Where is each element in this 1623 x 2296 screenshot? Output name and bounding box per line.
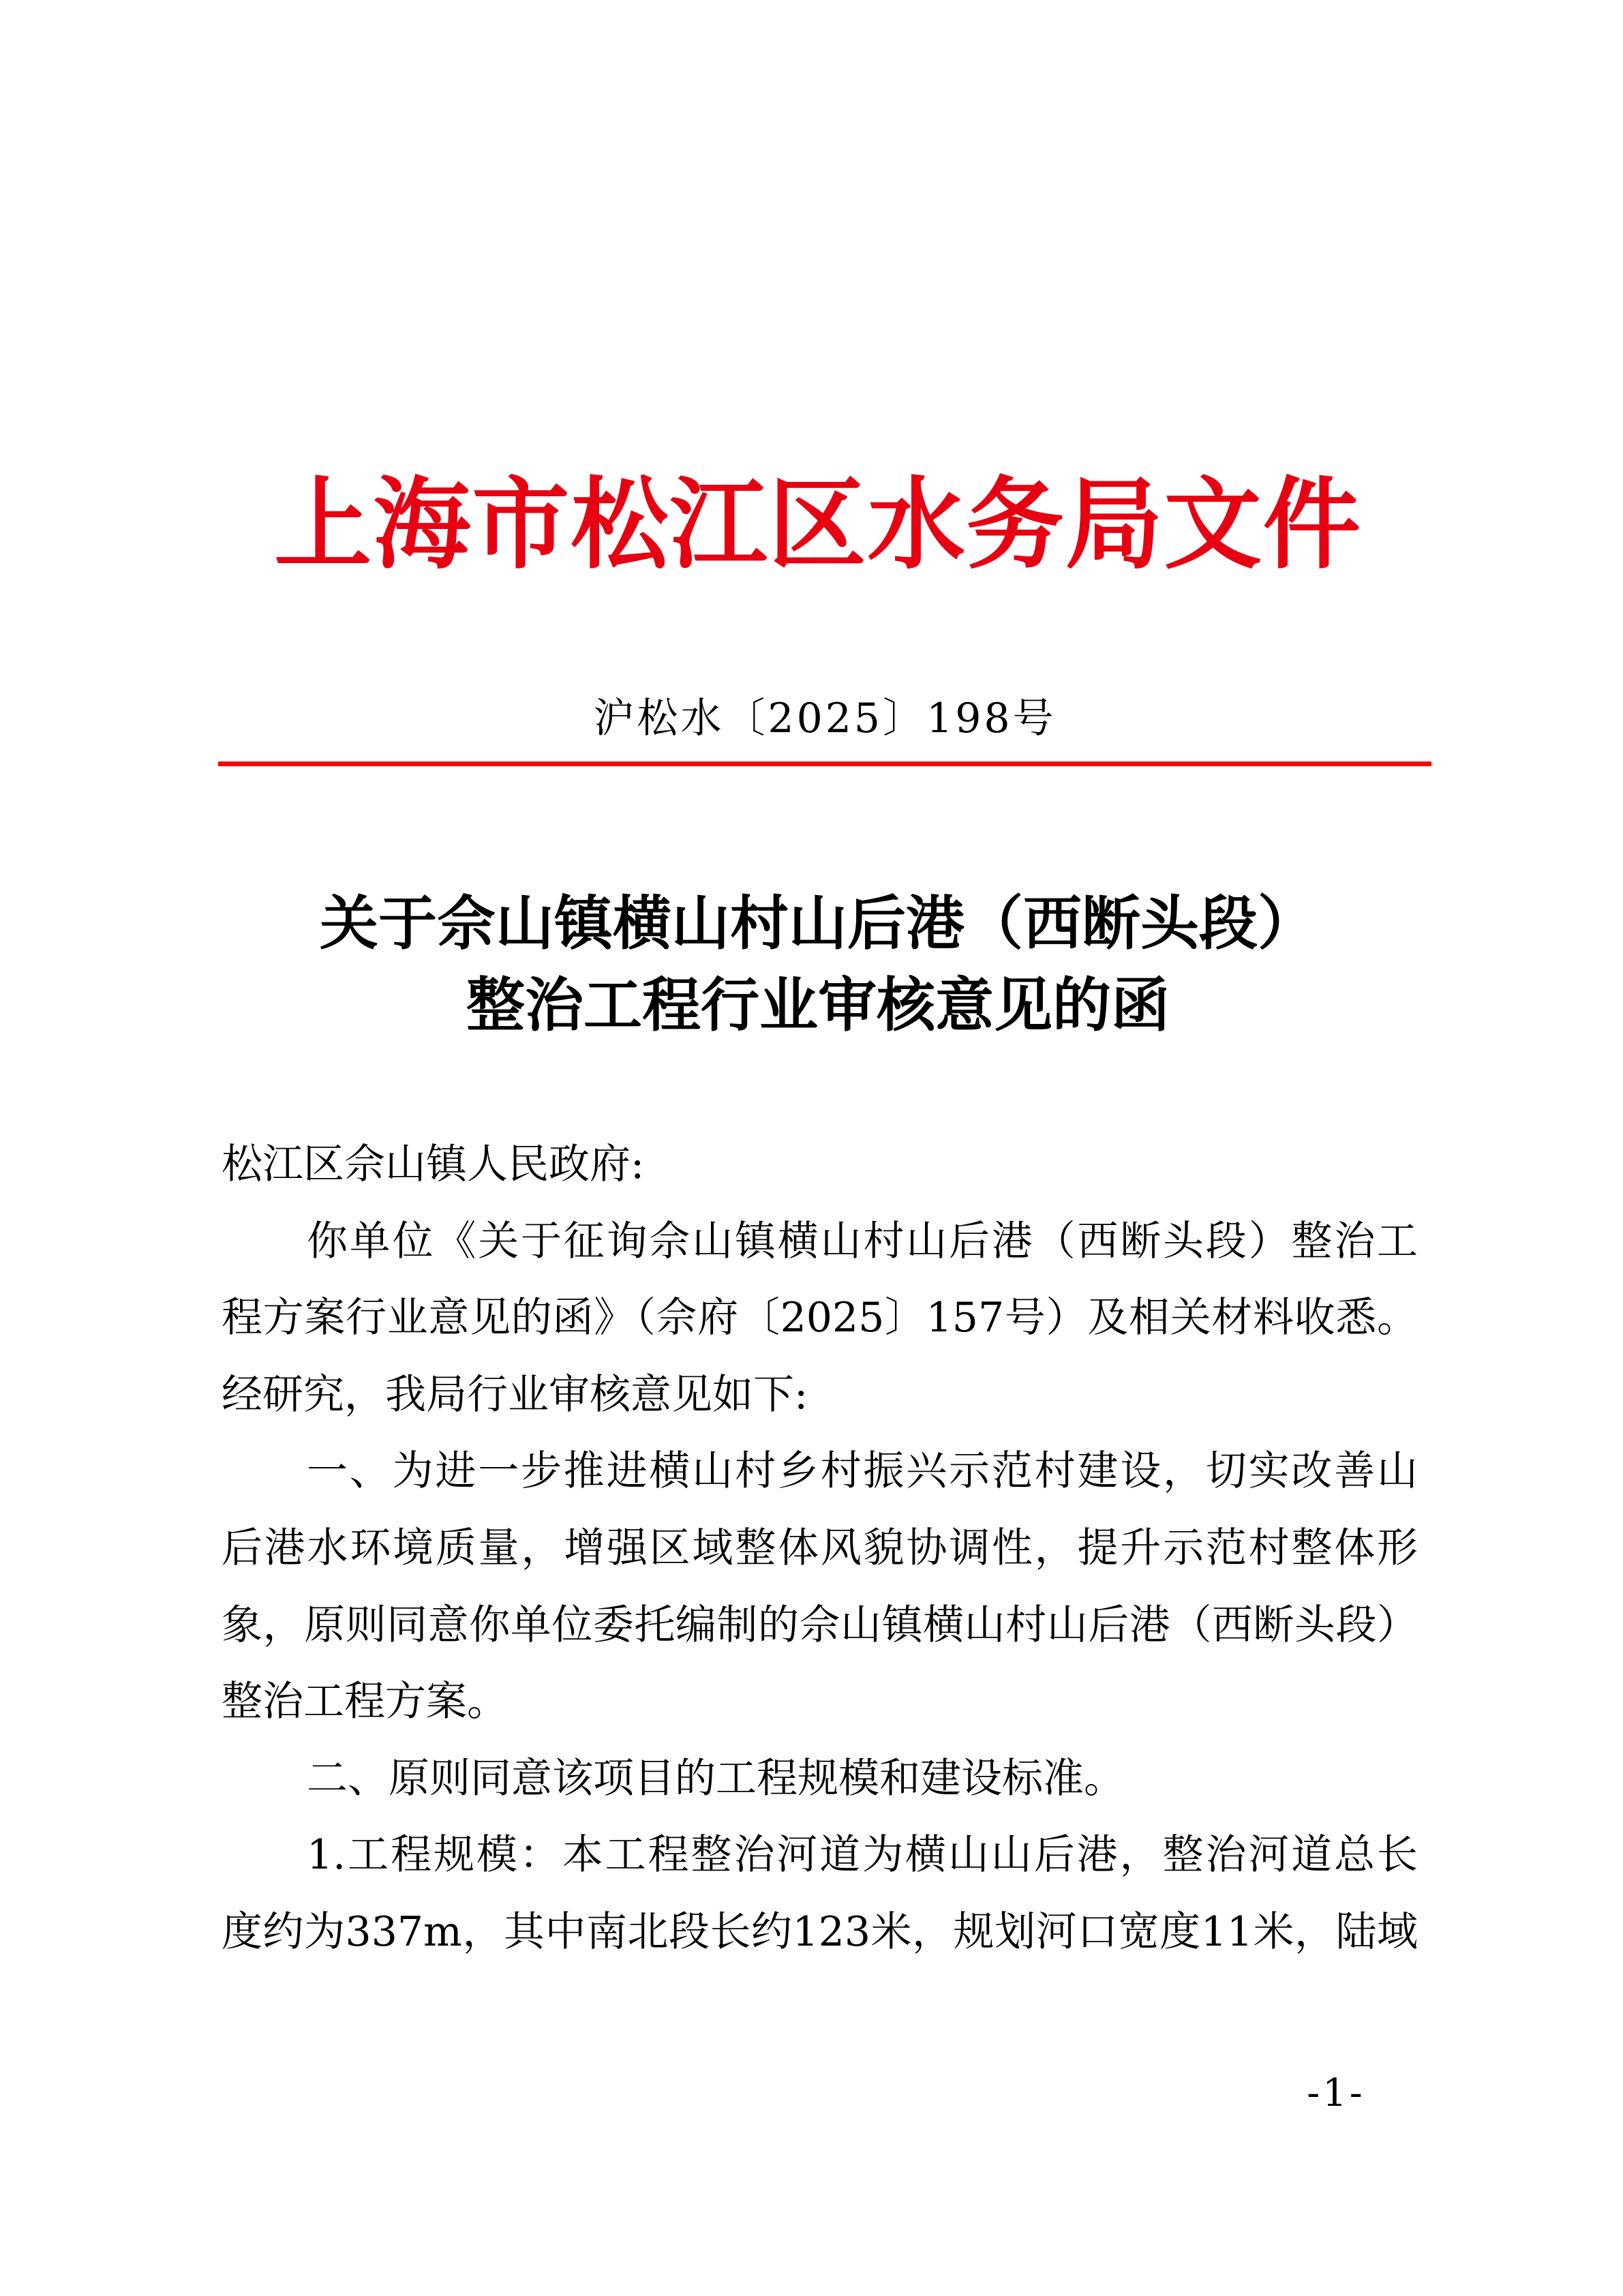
body-line: 后港水环境质量，增强区域整体风貌协调性，提升示范村整体形 xyxy=(222,1524,1418,1572)
body-line: 二、原则同意该项目的工程规模和建设标准。 xyxy=(307,1754,1125,1802)
paragraph-4 xyxy=(222,1817,1418,1970)
paragraph-1 xyxy=(222,1203,1418,1434)
body-line: 经研究，我局行业审核意见如下: xyxy=(222,1370,808,1419)
body-line: 1.工程规模：本工程整治河道为横山山后港，整治河道总长 xyxy=(307,1831,1418,1879)
document-number: 沪松水〔2025〕198号 xyxy=(593,695,1057,742)
body-line: 象，原则同意你单位委托编制的佘山镇横山村山后港（西断头段） xyxy=(222,1601,1418,1649)
document-title-line-1: 关于佘山镇横山村山后港（西断头段） xyxy=(320,890,1316,958)
paragraph-3 xyxy=(222,1740,1418,1817)
body-line: 一、为进一步推进横山村乡村振兴示范村建设，切实改善山 xyxy=(307,1447,1418,1496)
body-line: 你单位《关于征询佘山镇横山村山后港（西断头段）整治工 xyxy=(307,1217,1418,1265)
body-line: 度约为337m，其中南北段长约123米，规划河口宽度11米，陆域 xyxy=(222,1907,1418,1956)
body-line: 程方案行业意见的函》（佘府〔2025〕157号）及相关材料收悉。 xyxy=(222,1294,1418,1342)
document-body xyxy=(222,1126,1418,1971)
red-divider xyxy=(218,761,1431,766)
page-number: -1- xyxy=(1307,2071,1365,2115)
paragraph-2 xyxy=(222,1433,1418,1740)
salutation: 松江区佘山镇人民政府: xyxy=(222,1141,645,1188)
body-line: 整治工程方案。 xyxy=(222,1678,508,1726)
document-title-line-2: 整治工程行业审核意见的函 xyxy=(466,971,1170,1040)
document-masthead: 上海市松江区水务局文件 xyxy=(274,466,1362,583)
